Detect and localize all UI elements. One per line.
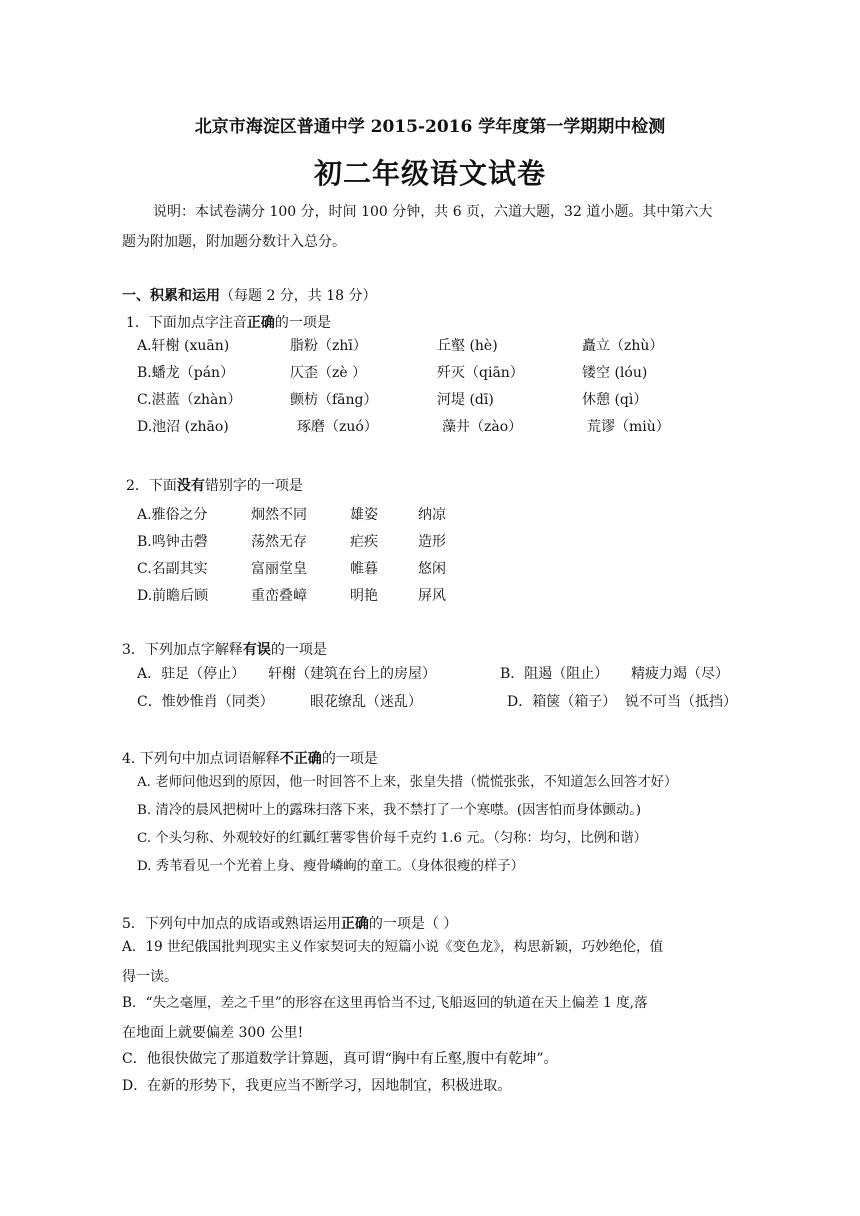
q1-option-C1: C.湛蓝（zhàn） — [137, 392, 242, 408]
q3-stem-part: 3．下列加点字解释 — [122, 642, 243, 658]
q3-option-B2: 精疲力竭（尽） — [631, 666, 729, 682]
q2-option-D2: 重峦叠嶂 — [251, 588, 307, 604]
q1-option-D2: 琢磨（zuó） — [297, 419, 378, 435]
q5-stem — [122, 914, 457, 934]
q2-option-B4: 造形 — [418, 534, 446, 550]
intro-line1: 说明：本试卷满分 100 分，时间 100 分钟，共 6 页，六道大题，32 道小题。其中第六大 — [153, 204, 713, 220]
q2-stem — [126, 476, 303, 496]
q3-option-C1: C．惟妙惟肖（同类） — [137, 694, 274, 710]
q5-stem-part: 的一项是（ ） — [368, 916, 458, 932]
q5-stem-part: 5．下列句中加点的成语或熟语运用 — [122, 916, 341, 932]
q4-stem-part: 4. 下列句中加点词语解释 — [122, 751, 280, 767]
q1-option-A3: 丘壑 (hè) — [437, 338, 498, 354]
q2-option-A4: 纳凉 — [418, 507, 446, 523]
q2-option-C4: 悠闲 — [418, 561, 446, 577]
q5-option-D: D．在新的形势下，我更应当不断学习，因地制宜，积极进取。 — [122, 1078, 512, 1094]
q4-option-D: D. 秀苇看见一个光着上身、瘦骨嶙峋的童工。（身体很瘦的样子） — [137, 859, 525, 874]
q2-option-B3: 疟疾 — [350, 534, 378, 550]
q2-stem-part: 2．下面 — [126, 478, 177, 494]
exam-title: 初二年级语文试卷 — [313, 157, 546, 190]
q2-option-C2: 富丽堂皇 — [251, 561, 307, 577]
q3-stem — [122, 640, 327, 660]
q1-option-B1: B.蟠龙（pán） — [137, 365, 235, 381]
q4-stem-part: 的一项是 — [321, 751, 378, 767]
q3-stem-part: 的一项是 — [270, 642, 327, 658]
q2-stem-part: 错别字的一项是 — [204, 478, 303, 494]
q5-stem-emphasis: 正确 — [340, 916, 369, 932]
q1-option-B2: 仄歪（zè ） — [290, 365, 367, 381]
q2-option-C1: C.名副其实 — [137, 561, 208, 577]
q1-stem-part: 1．下面加点字注音 — [126, 315, 247, 331]
q3-option-A2: 轩榭（建筑在台上的房屋） — [268, 666, 436, 682]
q4-stem-emphasis: 不正确 — [279, 751, 322, 767]
q5-option-A-line2: 得一读。 — [122, 969, 178, 985]
q2-option-B1: B.鸣钟击磬 — [137, 534, 208, 550]
q1-option-B3: 歼灭（qiān） — [437, 365, 524, 381]
q5-option-A-line1: A．19 世纪俄国批判现实主义作家契诃夫的短篇小说《变色龙》，构思新颖，巧妙绝伦，值 — [122, 939, 664, 955]
q4-stem — [122, 749, 378, 769]
q4-option-A: A. 老师问他迟到的原因，他一时回答不上来，张皇失措（慌慌张张，不知道怎么回答才好） — [137, 775, 678, 790]
q2-option-A2: 炯然不同 — [251, 507, 307, 523]
section1-title — [122, 286, 377, 306]
q3-option-D2: 锐不可当（抵挡） — [625, 694, 737, 710]
q4-option-C: C. 个头匀称、外观较好的红瓤红薯零售价每千克约 1.6 元。（匀称：均匀，比例和谐） — [137, 831, 648, 846]
q2-option-D3: 明艳 — [350, 588, 378, 604]
q1-option-C2: 颤枋（fāng） — [290, 392, 378, 408]
q5-option-B-line1: B．“失之毫厘，差之千里”的形容在这里再恰当不过,飞船返回的轨道在天上偏差 1 度,落 — [122, 995, 648, 1011]
q2-option-D1: D.前瞻后顾 — [137, 588, 209, 604]
q1-option-A2: 脂粉（zhī） — [290, 338, 367, 354]
q3-option-A1: A．驻足（停止） — [137, 666, 246, 682]
q1-option-A4: 矗立（zhù） — [582, 338, 664, 354]
q1-stem-part: 的一项是 — [274, 315, 331, 331]
q5-option-B-line2: 在地面上就要偏差 300 公里! — [122, 1025, 304, 1041]
q1-option-A1: A.轩榭 (xuān) — [137, 338, 230, 354]
q1-stem-emphasis: 正确 — [246, 315, 275, 331]
q1-option-D4: 荒谬（miù） — [587, 419, 670, 435]
q3-option-C2: 眼花缭乱（迷乱） — [310, 694, 422, 710]
q2-option-D4: 屏风 — [418, 588, 446, 604]
q1-option-D3: 藻井（zào） — [442, 419, 523, 435]
q2-option-A1: A.雅俗之分 — [137, 507, 208, 523]
q5-option-C: C．他很快做完了那道数学计算题，真可谓“胸中有丘壑,腹中有乾坤”。 — [122, 1051, 558, 1067]
q3-stem-emphasis: 有误 — [242, 642, 271, 658]
q2-stem-emphasis: 没有 — [176, 478, 205, 494]
q4-option-B: B. 清冷的晨风把树叶上的露珠扫落下来，我不禁打了一个寒噤。(因害怕而身体颤动。) — [137, 803, 642, 818]
q2-option-A3: 雄姿 — [350, 507, 378, 523]
q1-stem — [126, 313, 331, 333]
q1-option-B4: 镂空 (lóu) — [582, 365, 648, 381]
q3-option-D1: D．箱箧（箱子） — [507, 694, 617, 710]
q1-option-D1: D.池沼 (zhāo) — [137, 419, 229, 435]
q2-option-B2: 荡然无存 — [251, 534, 307, 550]
q3-option-B1: B．阻遏（阻止） — [500, 666, 609, 682]
intro-line2: 题为附加题，附加题分数计入总分。 — [122, 234, 346, 250]
q1-option-C4: 休憩 (qì） — [582, 392, 648, 408]
section1-title-bold: 一、积累和运用 — [122, 288, 220, 304]
q1-option-C3: 河堤 (dī) — [437, 392, 494, 408]
q2-option-C3: 帷暮 — [350, 561, 378, 577]
section1-title-rest: （每题 2 分，共 18 分） — [220, 288, 377, 304]
exam-header-line1: 北京市海淀区普通中学 2015-2016 学年度第一学期期中检测 — [194, 117, 666, 137]
